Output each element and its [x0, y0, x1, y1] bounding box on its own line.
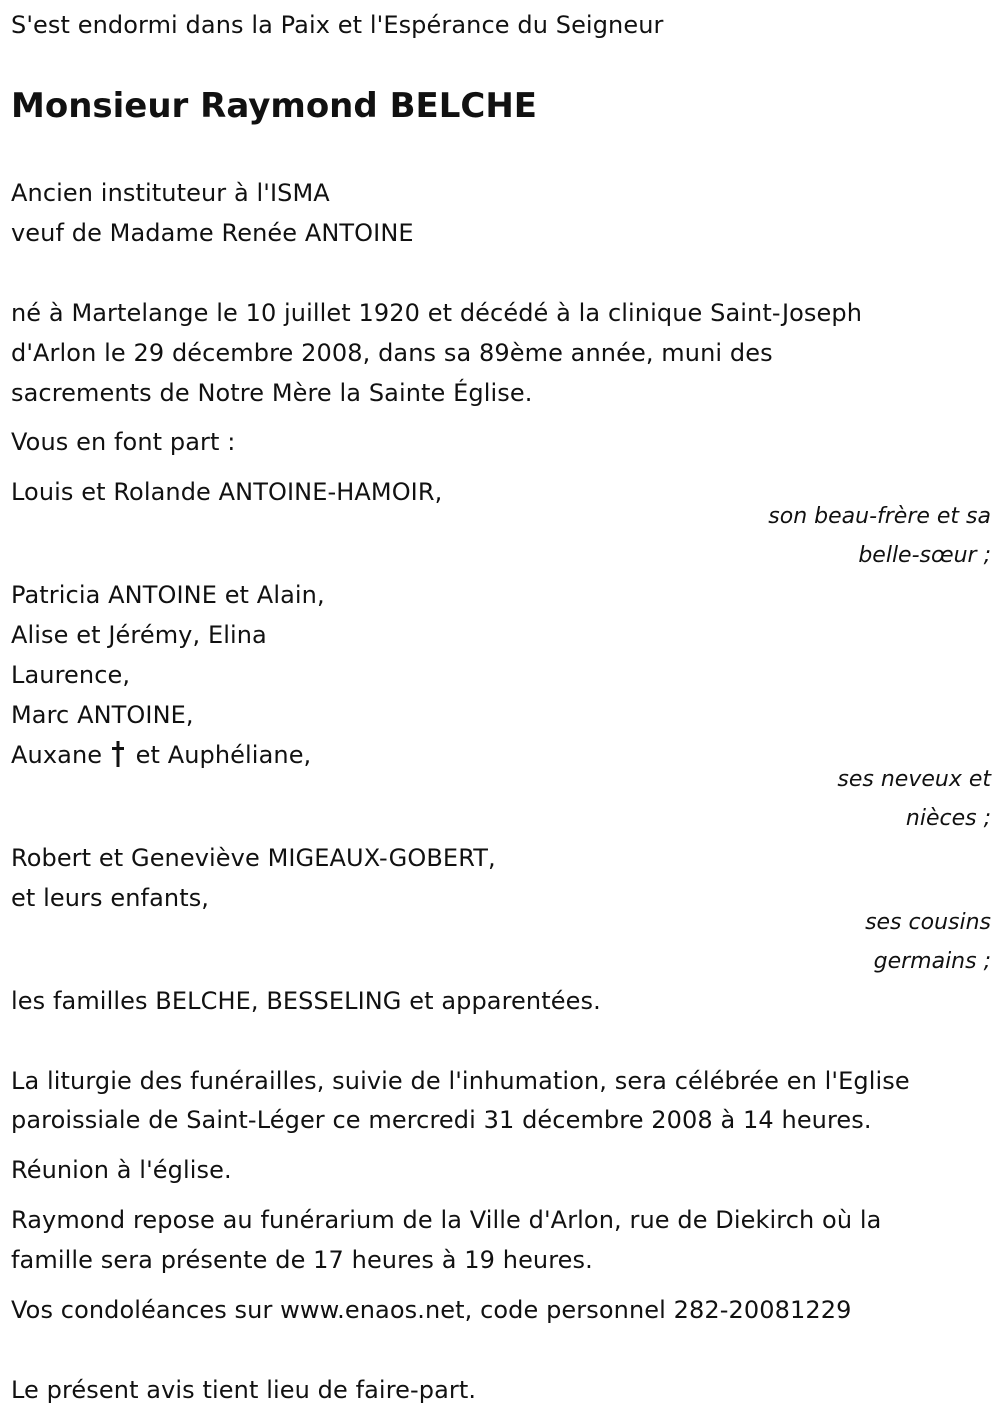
- condolences-text: Vos condoléances sur www.enaos.net, code personnel 282-20081229: [11, 1296, 852, 1324]
- family-name-before-cross: Auxane: [11, 741, 103, 769]
- family-name-line: Patricia ANTOINE et Alain,: [11, 581, 325, 609]
- family-name-line: et leurs enfants,: [11, 884, 210, 912]
- relation-line: son beau-frère et sa: [768, 504, 991, 529]
- title-line: veuf de Madame Renée ANTOINE: [11, 219, 414, 247]
- intro-text: S'est endormi dans la Paix et l'Espérance du Seigneur: [11, 11, 664, 39]
- rest-line: famille sera présente de 17 heures à 19 heures.: [11, 1246, 593, 1274]
- birth-death-line: sacrements de Notre Mère la Sainte Église.: [11, 379, 533, 407]
- family-name-line: Alise et Jérémy, Elina: [11, 621, 267, 649]
- family-name-line: Robert et Geneviève MIGEAUX-GOBERT,: [11, 844, 496, 872]
- birth-death-line: d'Arlon le 29 décembre 2008, dans sa 89ème année, muni des: [11, 339, 773, 367]
- birth-death-line: né à Martelange le 10 juillet 1920 et décédé à la clinique Saint-Joseph: [11, 299, 863, 327]
- announce-text: Vous en font part :: [11, 428, 236, 456]
- relation-line: ses neveux et: [837, 767, 991, 792]
- liturgy-line: paroissiale de Saint-Léger ce mercredi 31 décembre 2008 à 14 heures.: [11, 1106, 872, 1134]
- relation-line: germains ;: [873, 949, 991, 974]
- meeting-text: Réunion à l'église.: [11, 1156, 232, 1184]
- obituary-notice: [11, 0, 991, 1425]
- title-line: Ancien instituteur à l'ISMA: [11, 179, 330, 207]
- family-name-line: Louis et Rolande ANTOINE-HAMOIR,: [11, 478, 443, 506]
- family-name-line-with-cross: [11, 735, 311, 775]
- relation-line: ses cousins: [865, 910, 991, 935]
- relation-line: belle-sœur ;: [858, 543, 991, 568]
- family-name-line: Laurence,: [11, 661, 131, 689]
- liturgy-line: La liturgie des funérailles, suivie de l'inhumation, sera célébrée en l'Eglise: [11, 1067, 910, 1095]
- family-name-line: Marc ANTOINE,: [11, 701, 194, 729]
- family-name-after-cross: et Auphéliane,: [135, 741, 312, 769]
- relation-line: nièces ;: [905, 806, 991, 831]
- notice-text: Le présent avis tient lieu de faire-part.: [11, 1376, 477, 1404]
- other-families: les familles BELCHE, BESSELING et apparentées.: [11, 987, 601, 1015]
- rest-line: Raymond repose au funérarium de la Ville d'Arlon, rue de Diekirch où la: [11, 1206, 882, 1234]
- latin-cross-icon: [112, 739, 124, 765]
- deceased-name: Monsieur Raymond BELCHE: [11, 86, 538, 126]
